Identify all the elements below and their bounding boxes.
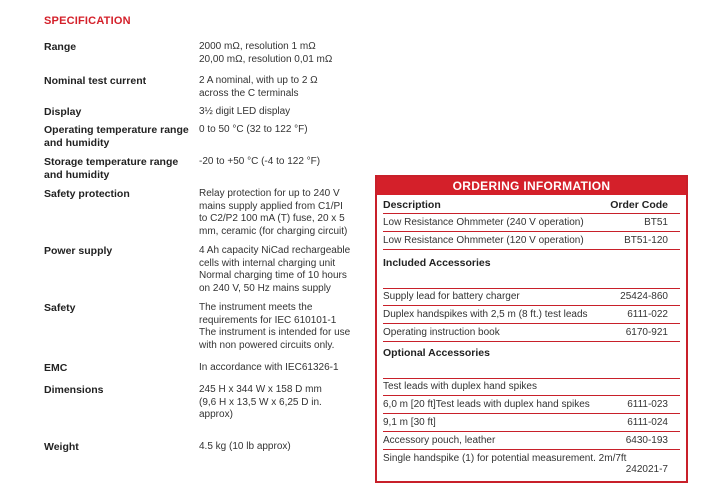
order-row-description: Supply lead for battery charger [383, 291, 520, 302]
spec-label: Weight [44, 441, 79, 453]
ordering-column-headers [383, 199, 680, 213]
spec-value: 245 H x 344 W x 158 D mm (9,6 H x 13,5 W x 6,25 D in. approx) [199, 384, 322, 420]
order-row-description: Test leads with duplex hand spikes [383, 381, 537, 392]
spec-value: 2000 mΩ, resolution 1 mΩ 20,00 mΩ, resolution 0,01 mΩ [199, 41, 333, 65]
spec-value: 4 Ah capacity NiCad rechargeable cells with internal charging unit Normal charging time of 10 hours on 240 V, 50 Hz mains supply [199, 245, 351, 294]
spec-label: Range [44, 41, 77, 53]
order-row-code: 25424-860 [620, 291, 668, 302]
order-code-column-header: Order Code [610, 199, 668, 211]
order-row-code: 6430-193 [625, 435, 668, 446]
spec-value: 3½ digit LED display [199, 106, 291, 117]
description-column-header: Description [383, 199, 441, 211]
spec-value: In accordance with IEC61326-1 [199, 362, 339, 373]
spec-value: 2 A nominal, with up to 2 Ω across the C terminals [199, 75, 318, 99]
spec-label: Safety protection [44, 188, 130, 200]
spec-label: Nominal test current [44, 75, 147, 87]
spec-label: Safety [44, 302, 76, 314]
spec-label: Dimensions [44, 384, 104, 396]
order-row [383, 307, 680, 324]
order-row-description: Operating instruction book [383, 327, 500, 338]
spec-label: Display [44, 106, 82, 118]
spec-label: Operating temperature range and humidity [44, 124, 189, 149]
order-row-description: Low Resistance Ohmmeter (120 V operation) [383, 235, 584, 246]
order-row [383, 451, 680, 479]
order-row [383, 415, 680, 432]
order-row-code: 6170-921 [625, 327, 668, 338]
order-row [383, 289, 680, 306]
order-row [383, 325, 680, 342]
ordering-information-box [375, 175, 688, 483]
included-accessories-title: Included Accessories [383, 257, 491, 269]
order-row-code: BT51 [644, 217, 668, 228]
spec-label: Power supply [44, 245, 113, 257]
order-row-code: BT51-120 [624, 235, 668, 246]
spec-value: -20 to +50 °C (-4 to 122 °F) [199, 156, 321, 167]
header-divider [383, 213, 680, 214]
specification-title: SPECIFICATION [44, 15, 131, 27]
spec-value: 4.5 kg (10 lb approx) [199, 441, 291, 452]
spec-value: The instrument meets the requirements for IEC 610101-1 The instrument is intended for use with non powered circuits only. [199, 302, 351, 351]
order-row-description: 6,0 m [20 ft]Test leads with duplex hand spikes [383, 399, 590, 410]
order-row-code: 242021-7 [625, 464, 668, 475]
spec-label: EMC [44, 362, 68, 374]
order-row [383, 379, 680, 396]
order-row-description: Single handspike (1) for potential measurement. 2m/7ft [383, 453, 627, 464]
order-row-description: Accessory pouch, leather [383, 435, 496, 446]
order-row [383, 233, 680, 250]
spec-value: Relay protection for up to 240 V mains supply applied from C1/PI to C2/P2 100 mA (T) fuse, 20 x 5 mm, ceramic (for charging circuit) [199, 188, 348, 237]
order-row-code: 6111-022 [627, 309, 668, 320]
ordering-title: ORDERING INFORMATION [377, 177, 686, 195]
order-row [383, 397, 680, 414]
order-row-code: 6111-024 [627, 417, 668, 428]
spec-label: Storage temperature range and humidity [44, 156, 179, 181]
spec-value: 0 to 50 °C (32 to 122 °F) [199, 124, 308, 135]
order-row-code: 6111-023 [627, 399, 668, 410]
order-row [383, 215, 680, 232]
order-row-description: 9,1 m [30 ft] [383, 417, 436, 428]
order-row [383, 433, 680, 450]
order-row-description: Low Resistance Ohmmeter (240 V operation) [383, 217, 584, 228]
optional-accessories-title: Optional Accessories [383, 347, 490, 359]
order-row-description: Duplex handspikes with 2,5 m (8 ft.) test leads [383, 309, 588, 320]
